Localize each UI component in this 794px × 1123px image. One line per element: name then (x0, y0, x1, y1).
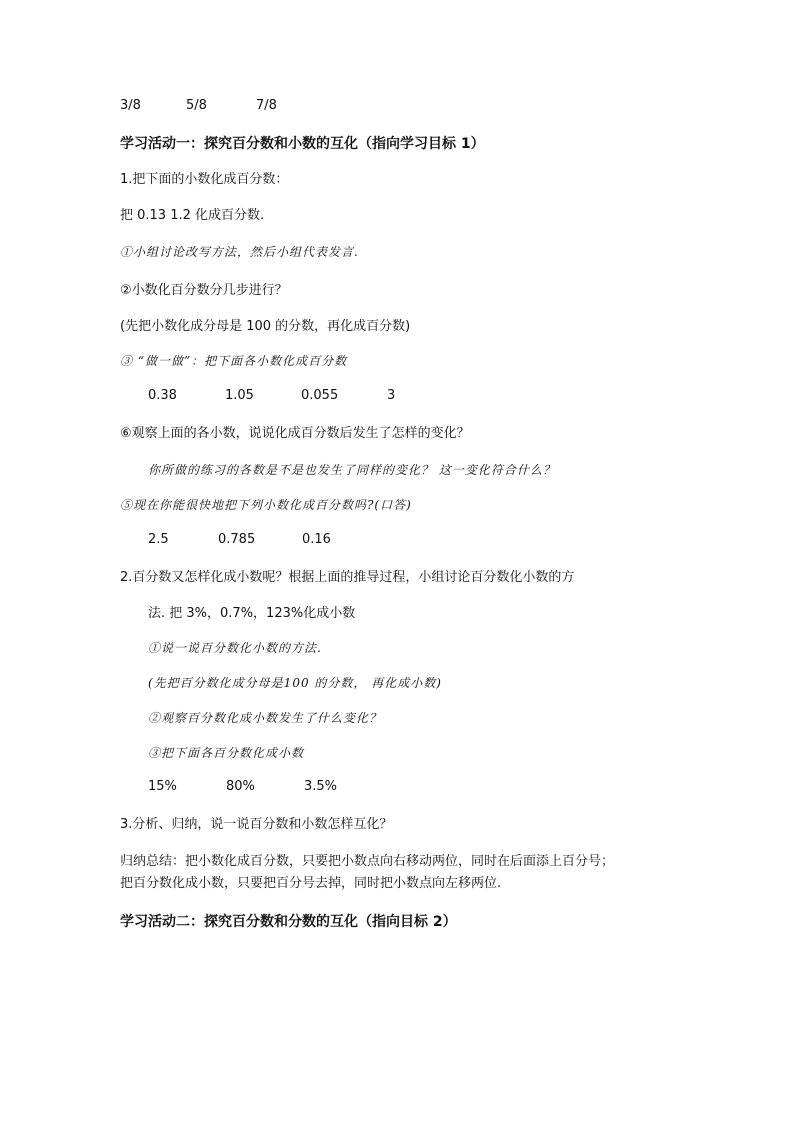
fraction-list (120, 96, 277, 116)
question-1-step-3-values (148, 386, 395, 406)
question-1-example: 把 0.13 1.2 化成百分数. (120, 208, 265, 223)
decimal-value: 0.055 (301, 388, 339, 403)
percent-value: 80% (226, 779, 255, 794)
percent-value: 3.5% (304, 779, 338, 794)
decimal-value: 3 (387, 388, 396, 403)
question-1-step-1: ①小组讨论改写方法，然后小组代表发言. (120, 245, 359, 259)
question-2-step-2: ②观察百分数化成小数发生了什么变化？ (148, 711, 383, 725)
activity1-heading: 学习活动一：探究百分数和小数的互化（指向学习目标 1） (120, 136, 485, 152)
percent-value: 15% (148, 779, 177, 794)
question-1-step-4-note: 你所做的练习的各数是不是也发生了同样的变化？ 这一变化符合什么？ (148, 463, 556, 477)
question-1-step-3: ③ “做一做”：把下面各小数化成百分数 (120, 354, 348, 368)
question-1-step-5-values (148, 530, 331, 550)
question-2-line-2: 法. 把 3%，0.7%，123%化成小数 (148, 606, 356, 621)
question-3: 3.分析、归纳，说一说百分数和小数怎样互化？ (120, 817, 393, 832)
question-2-step-1: ①说一说百分数化小数的方法. (148, 641, 322, 655)
summary-line-1: 归纳总结：把小数化成百分数，只要把小数点向右移动两位，同时在后面添上百分号； (120, 854, 615, 869)
question-1: 1.把下面的小数化成百分数： (120, 172, 289, 187)
fraction-value: 5/8 (186, 98, 207, 113)
question-1-step-2: ②小数化百分数分几步进行？ (120, 283, 288, 298)
question-2-step-3-values (148, 777, 337, 797)
decimal-value: 1.05 (225, 388, 254, 403)
question-1-step-2-answer: (先把小数化成分母是 100 的分数，再化成百分数) (120, 319, 411, 334)
fraction-value: 3/8 (120, 98, 141, 113)
decimal-value: 0.38 (148, 388, 177, 403)
question-1-step-4: ⑥观察上面的各小数，说说化成百分数后发生了怎样的变化？ (120, 426, 470, 441)
activity2-heading: 学习活动二：探究百分数和分数的互化（指向目标 2） (120, 914, 457, 930)
question-2-step-1-answer: (先把百分数化成分母是100 的分数， 再化成小数) (148, 676, 442, 690)
question-2-step-3: ③把下面各百分数化成小数 (148, 746, 305, 760)
decimal-value: 2.5 (148, 532, 169, 547)
fraction-value: 7/8 (256, 98, 277, 113)
decimal-value: 0.16 (302, 532, 331, 547)
question-1-step-5: ⑤现在你能很快地把下列小数化成百分数吗?(口答) (120, 498, 412, 512)
question-2-line-1: 2.百分数又怎样化成小数呢？根据上面的推导过程，小组讨论百分数化小数的方 (120, 570, 575, 585)
decimal-value: 0.785 (218, 532, 256, 547)
summary-line-2: 把百分数化成小数，只要把百分号去掉，同时把小数点向左移两位. (120, 876, 502, 891)
